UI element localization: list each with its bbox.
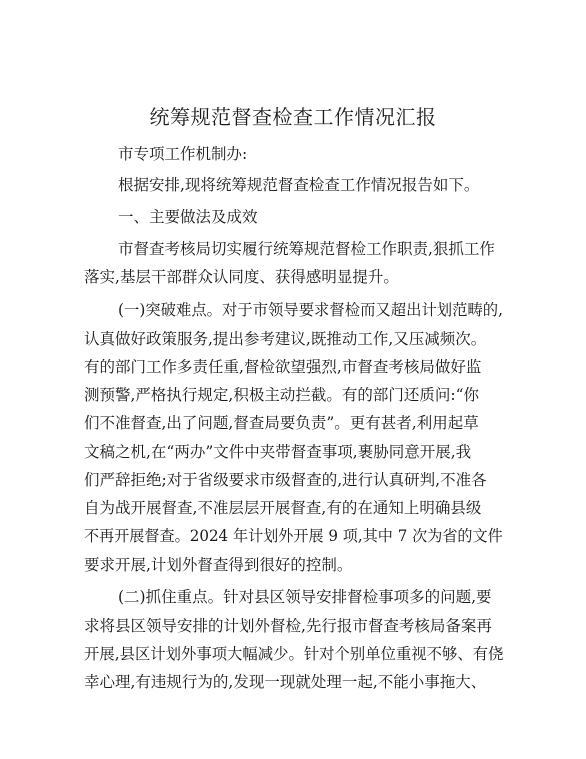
paragraph-line: 认真做好政策服务,提出参考建议,既推动工作,又压减频次。	[84, 330, 487, 348]
paragraph-line: 不再开展督查。2024 年计划外开展 9 项,其中 7 次为省的文件	[84, 527, 503, 545]
paragraph-line: 要求开展,计划外督查得到很好的控制。	[84, 556, 353, 574]
paragraph-line: 市督查考核局切实履行统筹规范督检工作职责,狠抓工作	[118, 240, 495, 258]
paragraph-line: (一)突破难点。对于市领导要求督检而又超出计划范畴的,	[118, 301, 504, 319]
section-heading: 一、主要做法及成效	[118, 208, 258, 226]
paragraph-line: 有的部门工作多责任重,督检欲望强烈,市督查考核局做好监	[84, 358, 482, 376]
paragraph-line: 落实,基层干部群众认同度、获得感明显提升。	[84, 268, 399, 286]
paragraph-line: 测预警,严格执行规定,积极主动拦截。有的部门还质问:“你	[84, 386, 480, 404]
paragraph-line: (二)抓住重点。针对县区领导安排督检事项多的问题,要	[118, 588, 492, 606]
salutation: 市专项工作机制办:	[118, 145, 248, 163]
paragraph-line: 求将县区领导安排的计划外督检,先行报市督查考核局备案再	[84, 617, 492, 635]
opening-paragraph: 根据安排,现将统筹规范督查检查工作情况报告如下。	[118, 176, 480, 194]
paragraph-line: 开展,县区计划外事项大幅减少。针对个别单位重视不够、有侥	[84, 645, 504, 663]
paragraph-line: 们不准督查,出了问题,督查局要负责”。更有甚者,利用起草	[84, 414, 479, 432]
paragraph-line: 幸心理,有违规行为的,发现一现就处理一起,不能小事拖大、	[84, 673, 487, 691]
paragraph-line: 们严辞拒绝;对于省级要求市级督查的,进行认真研判,不准各	[84, 471, 487, 489]
paragraph-line: 文稿之机,在“两办”文件中夹带督查事项,裹胁同意开展,我	[84, 443, 472, 461]
document-title: 统筹规范督查检查工作情况汇报	[149, 105, 437, 129]
paragraph-line: 自为战开展督查,不准层层开展督查,有的在通知上明确县级	[84, 499, 482, 517]
